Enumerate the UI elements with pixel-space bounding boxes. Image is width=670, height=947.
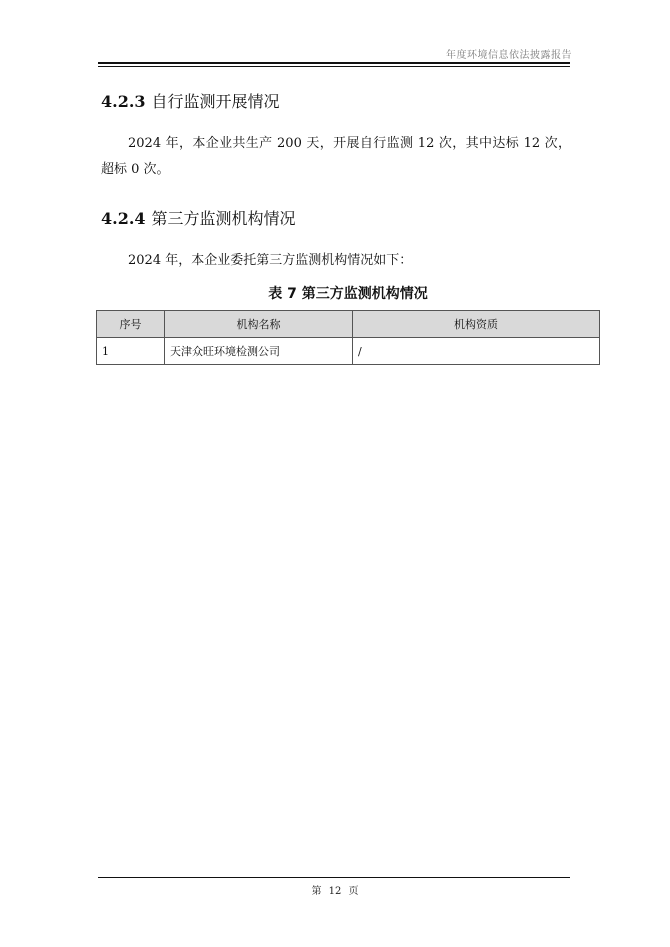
table-caption: 表 7 第三方监测机构情况 [268, 286, 428, 302]
section-number: 4.2.3 [101, 92, 146, 111]
page-number [0, 882, 670, 897]
cell-agency-name: 天津众旺环境检测公司 [165, 338, 353, 365]
page-suffix: 页 [348, 886, 359, 897]
page-prefix: 第 [311, 886, 322, 897]
section-number: 4.2.4 [101, 209, 146, 228]
monitoring-paragraph: 2024 年，本企业共生产 200 天，开展自行监测 12 次，其中达标 12 次，超标 0 次。 [101, 136, 571, 177]
header-cell-qualification: 机构资质 [353, 311, 600, 338]
section-heading-4-2-4 [101, 206, 296, 229]
header-cell-seq: 序号 [97, 311, 165, 338]
header-cell-agency-name: 机构名称 [165, 311, 353, 338]
table-row [97, 338, 600, 365]
cell-qualification: / [353, 338, 600, 365]
section-heading-4-2-3 [101, 89, 280, 112]
cell-seq: 1 [97, 338, 165, 365]
footer-rule [98, 877, 570, 878]
section-title: 自行监测开展情况 [151, 92, 280, 111]
header-rule-thick [98, 62, 570, 64]
page-number-value: 12 [328, 886, 342, 897]
third-party-paragraph: 2024 年，本企业委托第三方监测机构情况如下： [128, 253, 413, 268]
header-rule-thin [98, 66, 570, 67]
table-header-row [97, 311, 600, 338]
section-title: 第三方监测机构情况 [151, 209, 296, 228]
third-party-agency-table [96, 310, 600, 365]
running-header: 年度环境信息依法披露报告 [446, 50, 572, 61]
